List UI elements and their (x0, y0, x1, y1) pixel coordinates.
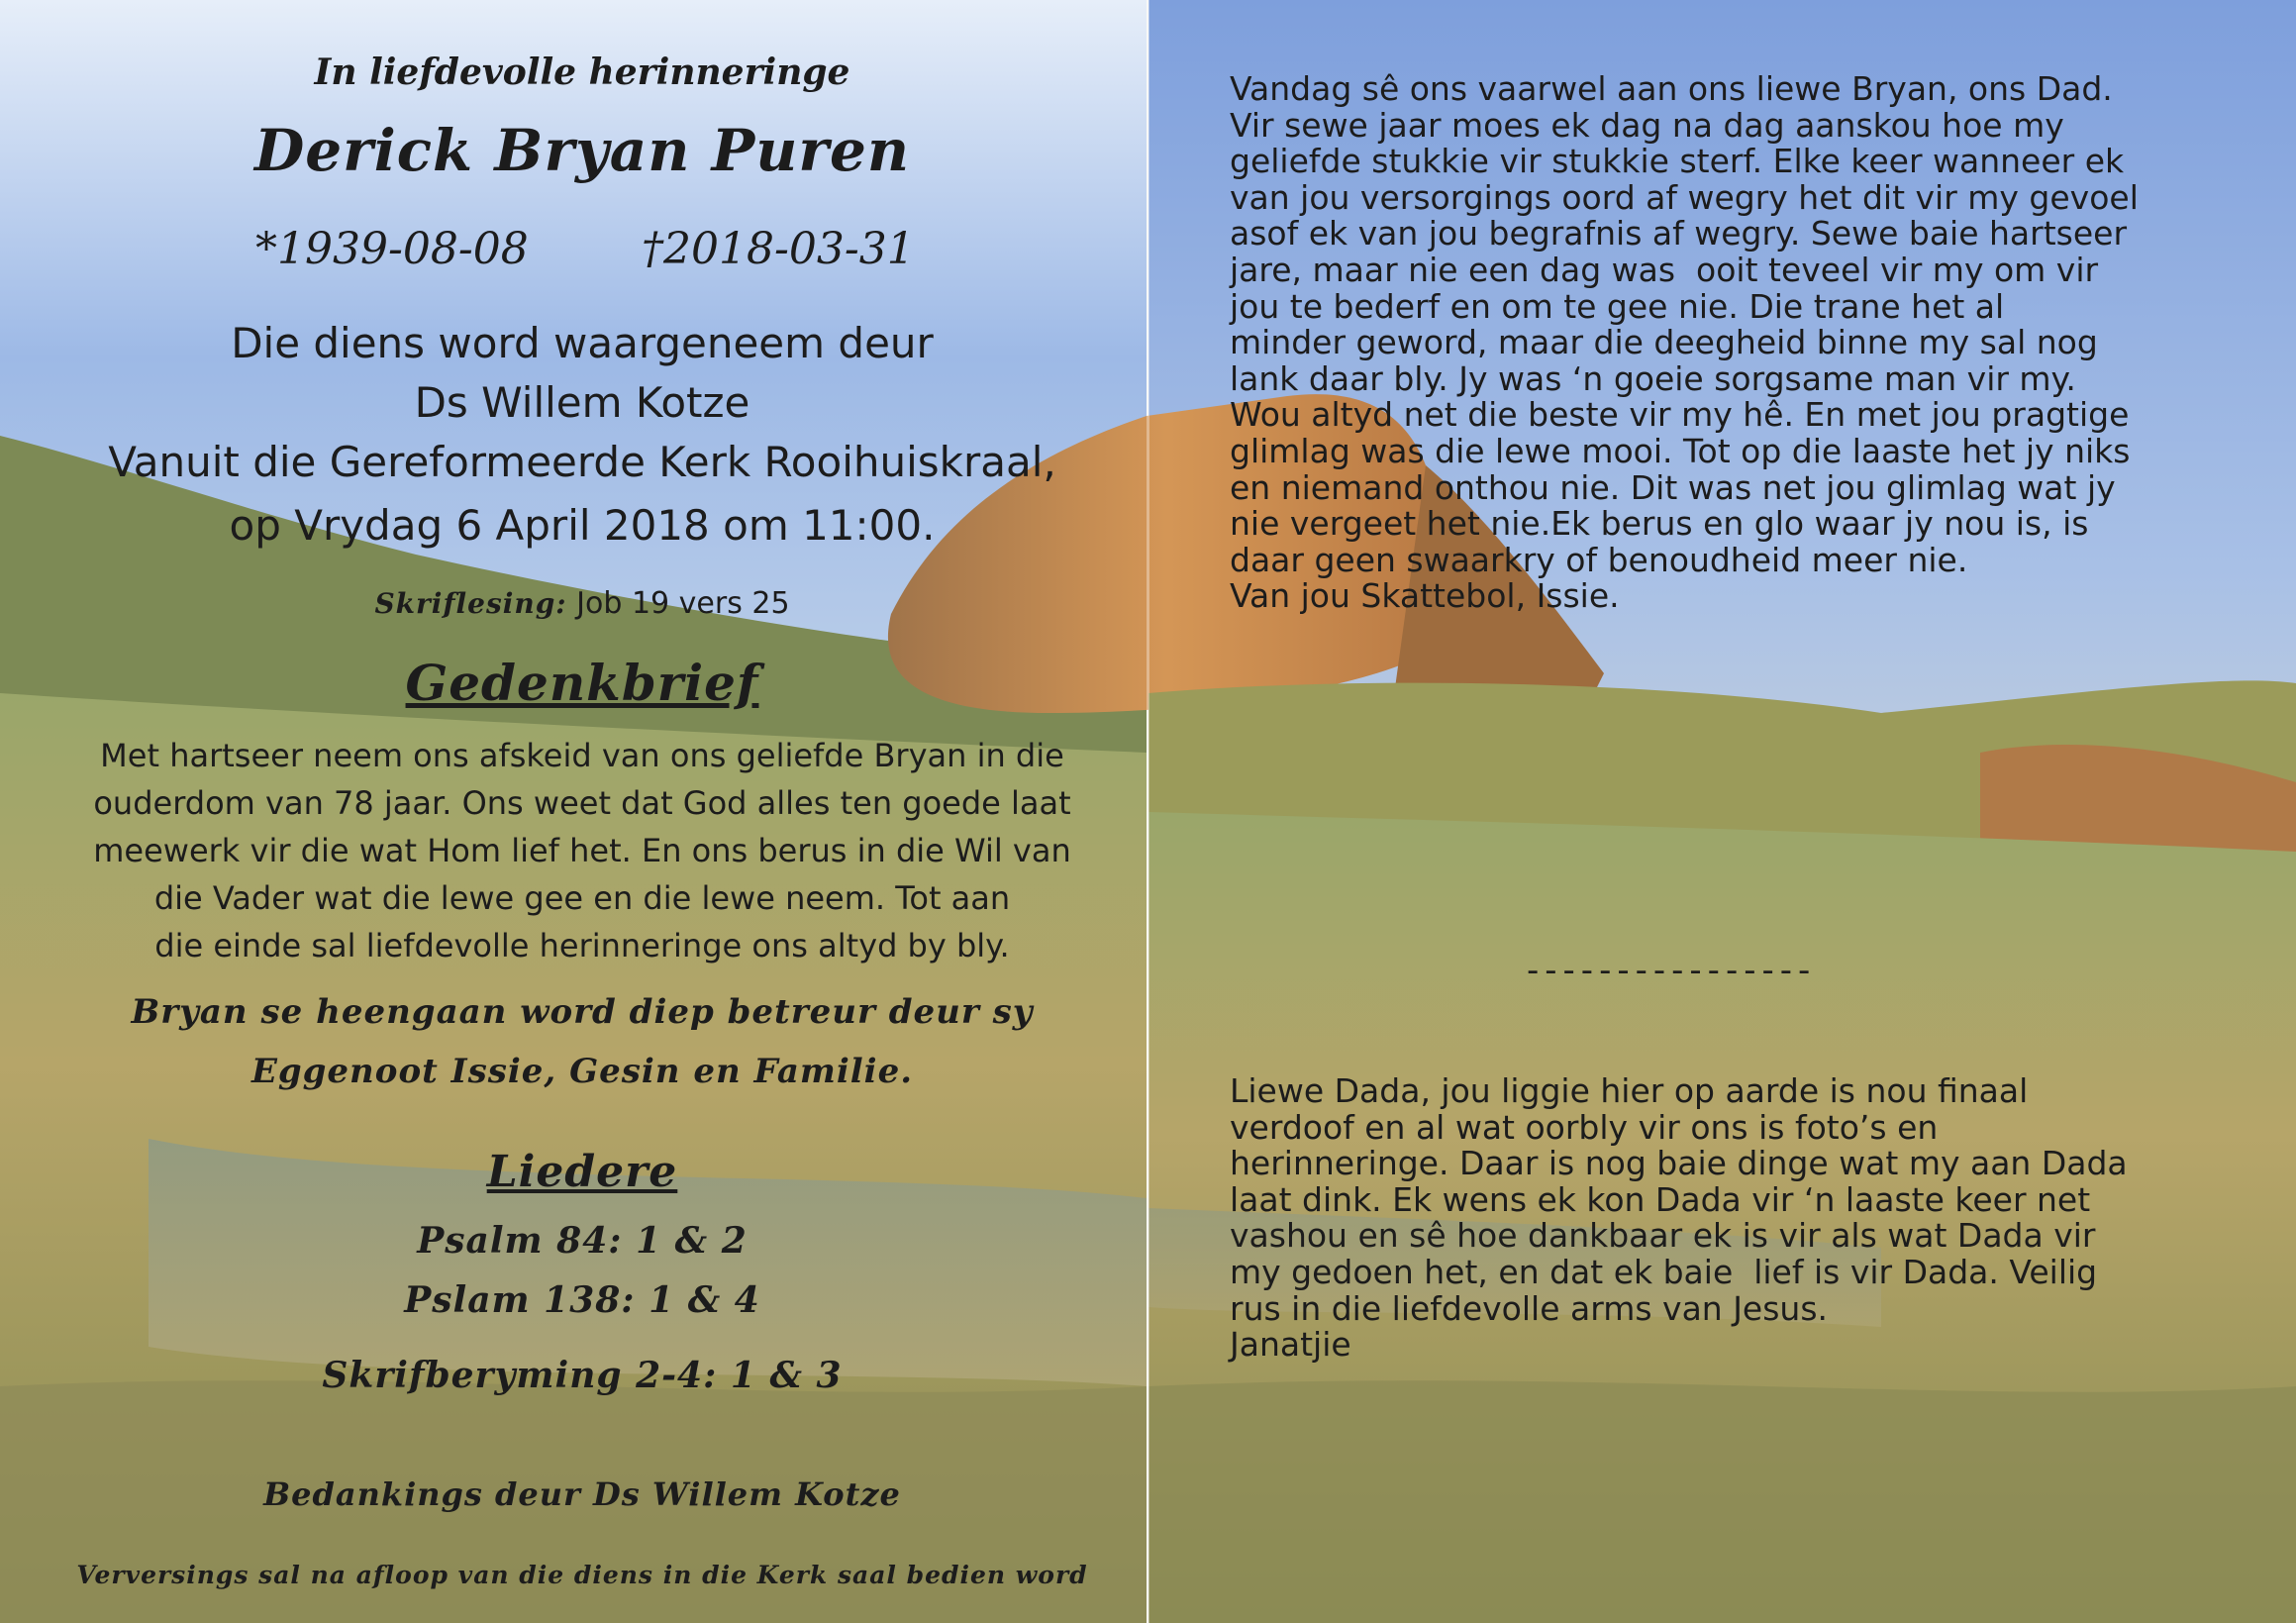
letter-line: glimlag was die lewe mooi. Tot op die laaste het jy niks (1230, 431, 2131, 470)
letter-line: Vir sewe jaar moes ek dag na dag aanskou hoe my (1230, 105, 2064, 145)
death-date: †2018-03-31 (642, 224, 915, 274)
letter-line: en niemand onthou nie. Dit was net jou glimlag wat jy (1230, 467, 2116, 507)
letter-line: asof ek van jou begrafnis af wegry. Sewe baie hartseer (1230, 214, 2128, 254)
letter-line: Vandag sê ons vaarwel aan ons liewe Bryan, ons Dad. (1230, 69, 2113, 108)
farewell-letter-wife (1230, 71, 2259, 615)
service-line: op Vrydag 6 April 2018 om 11:00. (229, 501, 936, 550)
memorial-line: meewerk vir die wat Hom lief het. En ons berus in die Wil van (93, 832, 1071, 869)
letter-line: Wou altyd net die beste vir my hê. En met jou pragtige (1230, 395, 2130, 435)
section-divider: ---------------- (1527, 951, 1817, 990)
song-item: Pslam 138: 1 & 4 (404, 1279, 760, 1321)
memorial-line: die einde sal liefdevolle herinneringe ons altyd by bly. (154, 927, 1010, 964)
song-item: Psalm 84: 1 & 2 (417, 1220, 748, 1262)
letter-line: verdoof en al wat oorbly vir ons is foto’s en (1230, 1107, 1939, 1147)
letter-line: laat dink. Ek wens ek kon Dada vir ‘n laaste keer net (1230, 1179, 2091, 1219)
mourned-by-line: Eggenoot Issie, Gesin en Familie. (250, 1052, 914, 1091)
intro-text: In liefdevolle herinneringe (314, 51, 850, 93)
mourned-by-line: Bryan se heengaan word diep betreur deur sy (131, 992, 1034, 1032)
letter-line: Liewe Dada, jou liggie hier op aarde is nou finaal (1230, 1071, 2029, 1110)
memorial-line: ouderdom van 78 jaar. Ons weet dat God alles ten goede laat (93, 784, 1071, 822)
letter-line: daar geen swaarkry of benoudheid meer nie. (1230, 540, 1968, 579)
letter-line: geliefde stukkie vir stukkie sterf. Elke keer wanneer ek (1230, 142, 2125, 181)
refreshments-note: Verversings sal na afloop van die diens in die Kerk saal bedien word (76, 1561, 1088, 1589)
memorial-heading: Gedenkbrief (405, 654, 759, 712)
letter-line: minder geword, maar die deegheid binne my sal nog (1230, 323, 2098, 362)
letter-line: jou te bederf en om te gee nie. Die trane het al (1230, 286, 2005, 326)
scripture-reading (20, 586, 1145, 621)
letter-line: vashou en sê hoe dankbaar ek is vir als wat Dada vir (1230, 1216, 2096, 1256)
song-item: Skrifberyming 2-4: 1 & 3 (322, 1355, 843, 1396)
thanks-line: Bedankings deur Ds Willem Kotze (263, 1475, 901, 1513)
service-line: Die diens word waargeneem deur (231, 319, 934, 367)
right-panel (1150, 0, 2269, 1623)
scripture-reading-text: Job 19 vers 25 (576, 586, 790, 621)
service-line: Vanuit die Gereformeerde Kerk Rooihuiskraal, (108, 438, 1056, 486)
fold-line (1147, 0, 1149, 1623)
songs-heading: Liedere (486, 1147, 678, 1197)
memorial-line: Met hartseer neem ons afskeid van ons geliefde Bryan in die (100, 737, 1064, 774)
memorial-line: die Vader wat die lewe gee en die lewe neem. Tot aan (153, 879, 1011, 917)
letter-line: herinneringe. Daar is nog baie dinge wat my aan Dada (1230, 1144, 2128, 1183)
letter-line: jare, maar nie een dag was ooit teveel vir my om vir (1230, 250, 2099, 289)
deceased-name: Derick Bryan Puren (253, 117, 911, 184)
letter-line: lank daar bly. Jy was ‘n goeie sorgsame man vir my. (1230, 358, 2076, 398)
letter-line: van jou versorgings oord af wegry het dit vir my gevoel (1230, 177, 2139, 217)
letter-line: nie vergeet het nie.Ek berus en glo waar jy nou is, is (1230, 504, 2089, 544)
service-line: Ds Willem Kotze (414, 378, 750, 427)
farewell-letter-child (1230, 1073, 2259, 1364)
birth-date: *1939-08-08 (255, 224, 529, 274)
left-panel (20, 0, 1145, 1623)
letter-line: Janatjie (1230, 1325, 1351, 1365)
letter-line: Van jou Skattebol, Issie. (1230, 576, 1620, 616)
letter-line: rus in die liefdevolle arms van Jesus. (1230, 1288, 1829, 1328)
scripture-reading-label: Skriflesing: (374, 587, 567, 620)
letter-line: my gedoen het, en dat ek baie lief is vir Dada. Veilig (1230, 1252, 2098, 1291)
